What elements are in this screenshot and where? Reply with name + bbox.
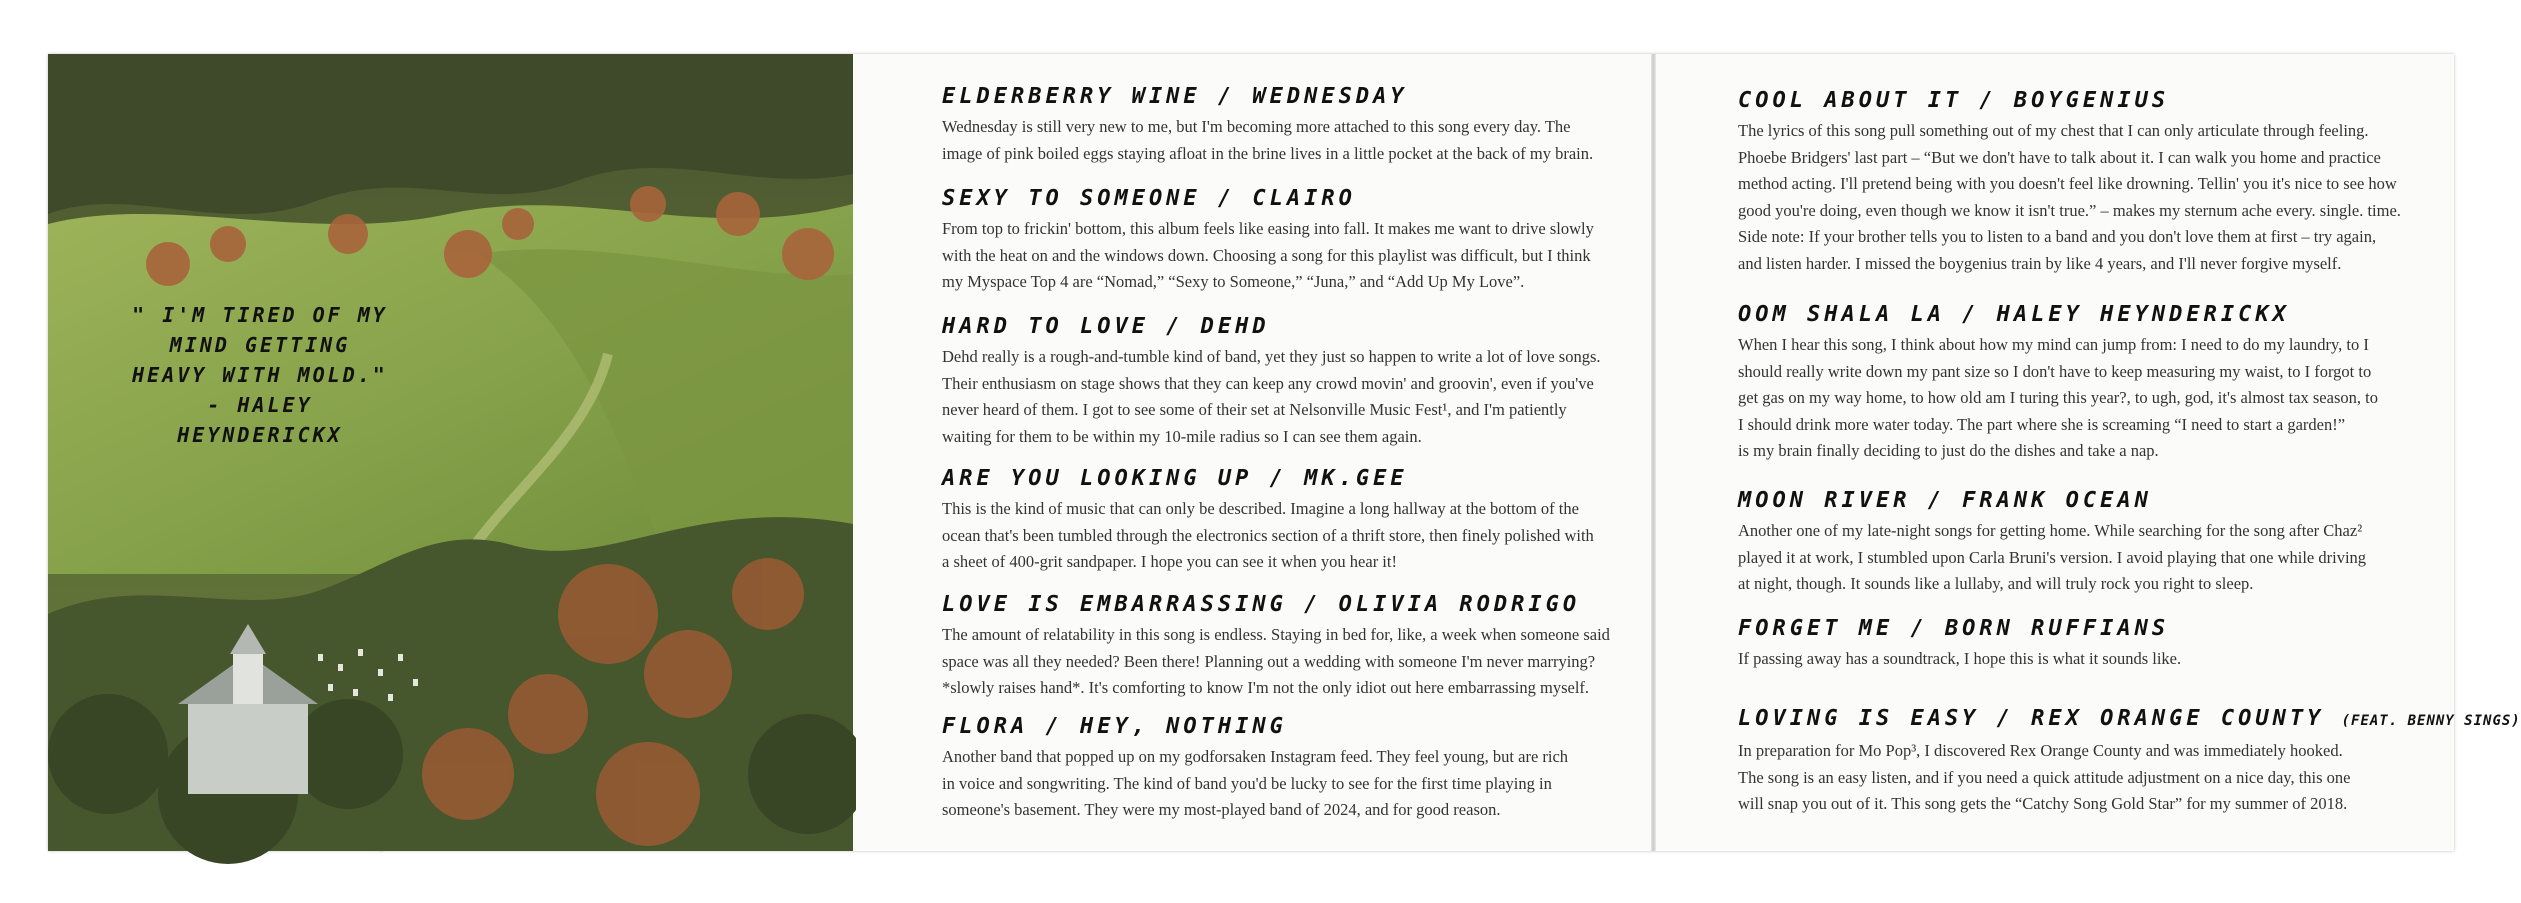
song-notes: [1738, 518, 2366, 598]
quote-line: HEYNDERICKX: [177, 423, 343, 447]
song-title: ARE YOU LOOKING UP / MK.GEE: [942, 466, 1408, 491]
song-title: SEXY TO SOMEONE / CLAIRO: [942, 186, 1356, 211]
quote-line: HEAVY WITH MOLD.": [132, 363, 388, 387]
note-line: This is the kind of music that can only be described. Imagine a long hallway at the bottom of the: [942, 499, 1579, 518]
note-line: is my brain finally deciding to just do the dishes and take a nap.: [1738, 441, 2159, 460]
entry-sexy-to-someone: [942, 184, 1594, 296]
note-line: Dehd really is a rough-and-tumble kind of band, yet they just so happen to write a lot of love songs.: [942, 347, 1601, 366]
entry-love-is-embarrassing: [942, 590, 1610, 702]
song-notes: [1738, 332, 2378, 465]
song-notes: [1738, 738, 2521, 818]
song-notes: [1738, 646, 2181, 673]
quote-line: " I'M TIRED OF MY: [132, 303, 388, 327]
note-line: at night, though. It sounds like a lullaby, and will truly rock you right to sleep.: [1738, 574, 2254, 593]
note-line: should really write down my pant size so I don't have to keep measuring my waist, to I forgot to: [1738, 361, 2372, 381]
quote-line: - HALEY: [207, 393, 313, 417]
note-line: Another band that popped up on my godforsaken Instagram feed. They feel young, but are rich: [942, 747, 1569, 766]
song-notes: [942, 114, 1593, 167]
song-title: LOVE IS EMBARRASSING / OLIVIA RODRIGO: [942, 592, 1581, 617]
note-line: ocean that's been tumbled through the electronics section of a thrift store, then finely polished with: [942, 525, 1594, 545]
entry-hard-to-love: [942, 312, 1601, 450]
page-right: [1656, 54, 2521, 851]
entry-forget-me: [1738, 614, 2181, 673]
note-line: in voice and songwriting. The kind of band you'd be lucky to see for the first time playing in: [942, 773, 1552, 793]
note-line: The lyrics of this song pull something out of my chest that I can only articulate through feeling.: [1738, 121, 2369, 140]
note-line: Their enthusiasm on stage shows that they can keep any crowd movin' and groovin', even if you've: [942, 373, 1594, 393]
note-line: never heard of them. I got to see some of their set at Nelsonville Music Fest¹, and I'm patiently: [942, 400, 1567, 419]
note-line: image of pink boiled eggs staying afloat in the brine lives in a little pocket at the back of my brain.: [942, 143, 1594, 163]
featuring-credit: (FEAT. BENNY SINGS): [2341, 713, 2521, 729]
song-notes: [942, 216, 1594, 296]
note-line: From top to frickin' bottom, this album feels like easing into fall. It makes me want to drive slowly: [942, 219, 1594, 238]
entry-elderberry-wine: [942, 82, 1593, 167]
song-title: COOL ABOUT IT / BOYGENIUS: [1738, 88, 2170, 113]
note-line: space was all they needed? Been there! Planning out a wedding with someone I'm never marrying?: [942, 651, 1596, 671]
note-line: and listen harder. I missed the boygenius train by like 4 years, and I'll never forgive myself.: [1738, 253, 2342, 273]
entry-are-you-looking-up: [942, 464, 1594, 576]
note-line: will snap you out of it. This song gets the “Catchy Song Gold Star” for my summer of 2018.: [1738, 794, 2348, 813]
song-title: FORGET ME / BORN RUFFIANS: [1738, 616, 2170, 641]
song-title: HARD TO LOVE / DEHD: [942, 314, 1270, 339]
note-line: I should drink more water today. The part where she is screaming “I need to start a garden!”: [1738, 414, 2346, 434]
note-line: The song is an easy listen, and if you need a quick attitude adjustment on a nice day, this one: [1738, 767, 2351, 787]
note-line: If passing away has a soundtrack, I hope this is what it sounds like.: [1738, 649, 2182, 668]
note-line: good you're doing, even though we know it isn't true.” – makes my sternum ache every. single. time.: [1738, 200, 2401, 220]
note-line: In preparation for Mo Pop³, I discovered Rex Orange County and was immediately hooked.: [1738, 741, 2343, 760]
page-middle: [856, 54, 1651, 851]
booklet-spread: [48, 54, 2521, 851]
entry-flora: [942, 712, 1568, 824]
note-line: my Myspace Top 4 are “Nomad,” “Sexy to Someone,” “Juna,” and “Add Up My Love”.: [942, 272, 1525, 291]
note-line: a sheet of 400-grit sandpaper. I hope you can see it when you hear it!: [942, 552, 1397, 571]
song-title: MOON RIVER / FRANK OCEAN: [1738, 488, 2152, 513]
song-notes: [942, 744, 1568, 824]
entry-loving-is-easy: [1738, 704, 2521, 818]
haley-quote: [110, 300, 410, 450]
song-notes: [942, 496, 1594, 576]
landscape-photo-icon: [48, 54, 853, 851]
song-notes: [1738, 118, 2401, 277]
song-title: LOVING IS EASY / REX ORANGE COUNTY: [1738, 706, 2325, 731]
note-line: *slowly raises hand*. It's comforting to know I'm not the only idiot out here embarrassing myself.: [942, 678, 1590, 697]
song-title: FLORA / HEY, NOTHING: [942, 714, 1287, 739]
note-line: Side note: If your brother tells you to listen to a band and you don't love them at first – try again,: [1738, 227, 2377, 246]
note-line: Another one of my late-night songs for getting home. While searching for the song after Chaz²: [1738, 521, 2363, 540]
landscape-photo: [48, 54, 853, 851]
note-line: with the heat on and the windows down. Choosing a song for this playlist was difficult, but I think: [942, 245, 1591, 265]
quote-line: MIND GETTING: [169, 333, 351, 357]
entry-cool-about-it: [1738, 86, 2401, 277]
song-title-row: [1738, 704, 2521, 736]
note-line: someone's basement. They were my most-played band of 2024, and for good reason.: [942, 800, 1501, 819]
entry-moon-river: [1738, 486, 2366, 598]
song-notes: [942, 622, 1610, 702]
note-line: played it at work, I stumbled upon Carla Bruni's version. I avoid playing that one while driving: [1738, 547, 2367, 567]
song-title: OOM SHALA LA / HALEY HEYNDERICKX: [1738, 302, 2290, 327]
note-line: Phoebe Bridgers' last part – “But we don't have to talk about it. I can walk you home and practice: [1738, 147, 2381, 167]
note-line: get gas on my way home, to how old am I turing this year?, to ugh, god, it's almost tax season, to: [1738, 388, 2378, 407]
song-notes: [942, 344, 1601, 450]
song-title: ELDERBERRY WINE / WEDNESDAY: [942, 84, 1408, 109]
entry-oom-shala-la: [1738, 300, 2378, 465]
note-line: Wednesday is still very new to me, but I'm becoming more attached to this song every day. The: [942, 117, 1571, 136]
note-line: The amount of relatability in this song is endless. Staying in bed for, like, a week when someone said: [942, 625, 1610, 644]
note-line: waiting for them to be within my 10-mile radius so I can see them again.: [942, 426, 1422, 446]
note-line: method acting. I'll pretend being with you doesn't feel like drowning. Tellin' you it's nice to see how: [1738, 174, 2397, 193]
note-line: When I hear this song, I think about how my mind can jump from: I need to do my laundry, to I: [1738, 335, 2369, 354]
